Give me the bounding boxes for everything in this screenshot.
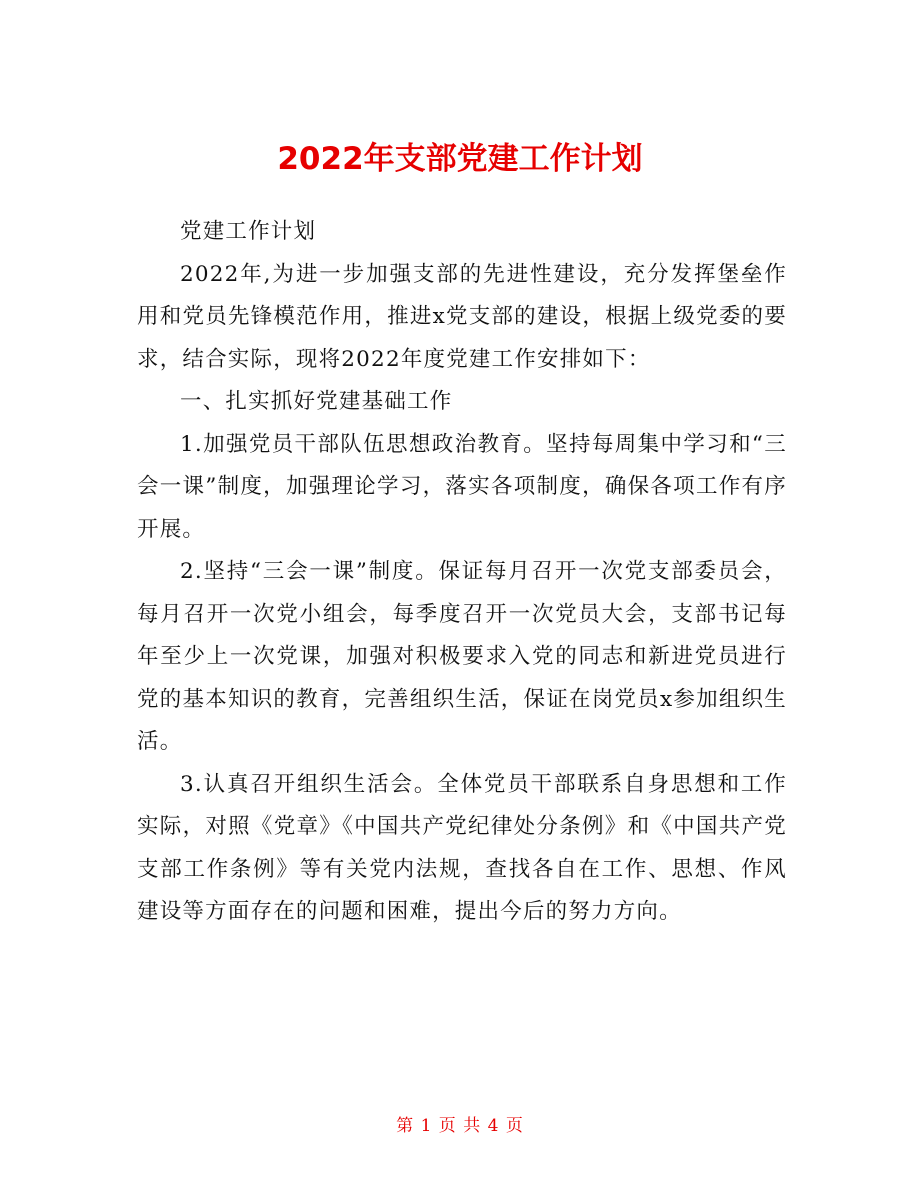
section-heading: 一、扎实抓好党建基础工作 <box>180 389 453 414</box>
body-paragraph: 1.加强党员干部队伍思想政治教育。坚持每周集中学习和“三会一课”制度，加强理论学习，落实各项制度，确保各项工作有序开展。 <box>137 431 787 542</box>
page-title: 2022年支部党建工作计划 <box>277 140 643 177</box>
body-paragraph: 2.坚持“三会一课”制度。保证每月召开一次党支部委员会，每月召开一次党小组会，每季度召开一次党员大会，支部书记每年至少上一次党课，加强对积极要求入党的同志和新进党员进行党的基本知识的教育，完善组织生活，保证在岗党员x参加组织生活。 <box>137 559 787 754</box>
body-paragraph: 3.认真召开组织生活会。全体党员干部联系自身思想和工作实际，对照《党章》《中国共产党纪律处分条例》和《中国共产党支部工作条例》等有关党内法规，查找各自在工作、思想、作风建设等方面存在的问题和困难，提出今后的努力方向。 <box>137 771 787 924</box>
page-footer: 第 1 页 共 4 页 <box>396 1116 524 1136</box>
document-body <box>137 211 787 934</box>
intro-paragraph: 2022年,为进一步加强支部的先进性建设，充分发挥堡垒作用和党员先锋模范作用，推进x党支部的建设，根据上级党委的要求，结合实际，现将2022年度党建工作安排如下： <box>137 261 787 372</box>
section-heading: 党建工作计划 <box>180 219 317 244</box>
